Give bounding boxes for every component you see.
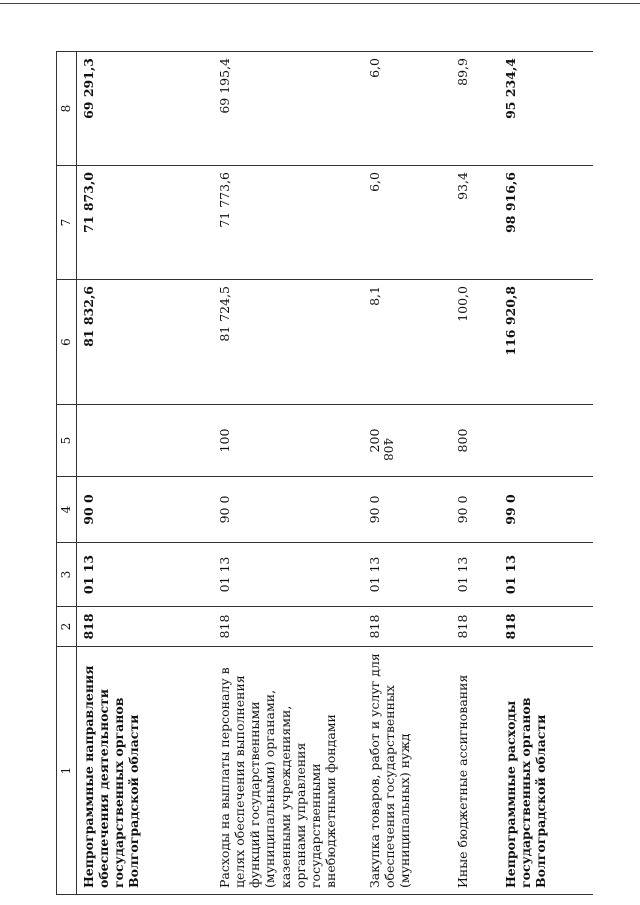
table-row bbox=[499, 52, 593, 895]
cell-value: 98 916,6 bbox=[499, 166, 593, 280]
column-header: 1 bbox=[57, 647, 77, 895]
cell-value: 116 920,8 bbox=[499, 280, 593, 405]
cell-value: 71 873,0 bbox=[76, 166, 213, 280]
cell-target: 90 0 bbox=[213, 477, 363, 543]
cell-section: 01 13 bbox=[451, 543, 499, 607]
table-row bbox=[451, 52, 499, 895]
budget-table bbox=[56, 51, 593, 895]
cell-target: 99 0 bbox=[499, 477, 593, 543]
cell-code: 818 bbox=[499, 607, 593, 647]
table-row bbox=[213, 52, 363, 895]
cell-section: 01 13 bbox=[499, 543, 593, 607]
cell-value: 89,9 bbox=[451, 52, 499, 166]
cell-type: 100 bbox=[213, 405, 363, 477]
cell-target: 90 0 bbox=[76, 477, 213, 543]
cell-value: 8,1 bbox=[363, 280, 451, 405]
cell-code: 818 bbox=[363, 607, 451, 647]
row-name: Закупка товаров, работ и услуг для обеспечения государственных (муниципальных) нужд bbox=[363, 647, 451, 895]
top-border-line bbox=[0, 3, 640, 4]
cell-value: 81 832,6 bbox=[76, 280, 213, 405]
cell-type: 800 bbox=[451, 405, 499, 477]
cell-code: 818 bbox=[76, 607, 213, 647]
column-header: 8 bbox=[57, 52, 77, 166]
cell-value: 6,0 bbox=[363, 166, 451, 280]
cell-value: 6,0 bbox=[363, 52, 451, 166]
cell-code: 818 bbox=[213, 607, 363, 647]
table-row bbox=[76, 52, 213, 895]
rotated-page bbox=[56, 52, 636, 895]
row-name: Расходы на выплаты персоналу в целях обеспечения выполнения функций государственными (муниципальными) органами, казенными учреждениями, органами управления государственными внебюджетными фондами bbox=[213, 647, 363, 895]
cell-value: 95 234,4 bbox=[499, 52, 593, 166]
cell-code: 818 bbox=[451, 607, 499, 647]
column-header: 7 bbox=[57, 166, 77, 280]
column-header: 3 bbox=[57, 543, 77, 607]
cell-value: 100,0 bbox=[451, 280, 499, 405]
page-number: 408 bbox=[381, 438, 395, 461]
column-header: 4 bbox=[57, 477, 77, 543]
cell-value: 81 724,5 bbox=[213, 280, 363, 405]
header-row bbox=[57, 52, 77, 895]
cell-target: 90 0 bbox=[363, 477, 451, 543]
cell-value: 69 291,3 bbox=[76, 52, 213, 166]
cell-section: 01 13 bbox=[76, 543, 213, 607]
table-row bbox=[363, 52, 451, 895]
cell-section: 01 13 bbox=[363, 543, 451, 607]
cell-value: 71 773,6 bbox=[213, 166, 363, 280]
cell-type: 200 bbox=[363, 405, 451, 477]
cell-section: 01 13 bbox=[213, 543, 363, 607]
cell-value: 93,4 bbox=[451, 166, 499, 280]
row-name: Непрограммные расходы государственных органов Волгоградской области bbox=[499, 647, 593, 895]
column-header: 6 bbox=[57, 280, 77, 405]
row-name: Непрограммные направления обеспечения деятельности государственных органов Волгоградской области bbox=[76, 647, 213, 895]
cell-target: 90 0 bbox=[451, 477, 499, 543]
cell-type bbox=[499, 405, 593, 477]
column-header: 2 bbox=[57, 607, 77, 647]
column-header: 5 bbox=[57, 405, 77, 477]
cell-value: 69 195,4 bbox=[213, 52, 363, 166]
row-name: Иные бюджетные ассигнования bbox=[451, 647, 499, 895]
cell-type bbox=[76, 405, 213, 477]
